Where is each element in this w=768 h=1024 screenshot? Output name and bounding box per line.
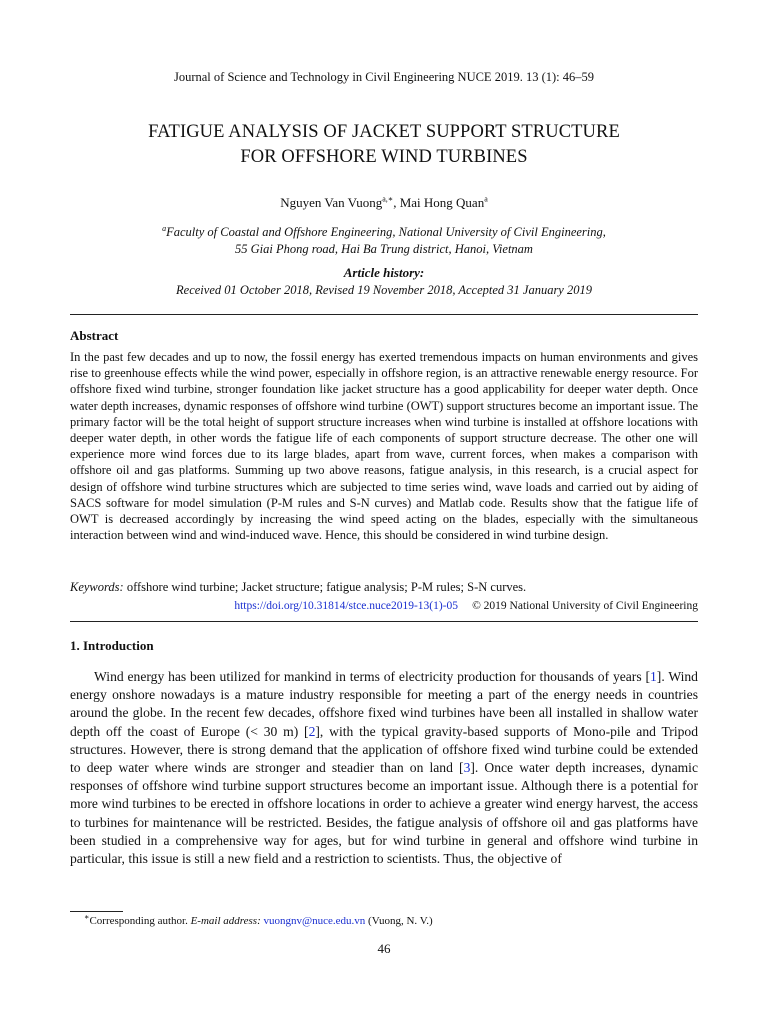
keywords-label: Keywords: [70, 580, 124, 594]
author-affiliation-mark: a,∗ [382, 194, 394, 204]
footnote-divider [70, 911, 123, 912]
citation-link[interactable]: 3 [463, 760, 471, 776]
abstract-heading: Abstract [70, 328, 119, 343]
affiliation-marker: a [162, 223, 167, 233]
author-separator: , [393, 195, 400, 210]
journal-header: Journal of Science and Technology in Civil Engineering NUCE 2019. 13 (1): 46–59 [173, 70, 594, 84]
doi-row [70, 600, 698, 612]
page-number: 46 [377, 941, 391, 956]
article-history-label: Article history: [343, 265, 425, 280]
copyright-notice: © 2019 National University of Civil Engineering [472, 600, 698, 612]
footnote-marker: ∗ [84, 912, 90, 922]
keywords-text: offshore wind turbine; Jacket structure; fatigue analysis; P-M rules; S-N curves. [123, 580, 527, 594]
citation-link[interactable]: 1 [650, 669, 657, 684]
author-affiliation-mark: a [484, 194, 488, 204]
author-list [70, 195, 698, 211]
doi-link[interactable]: https://doi.org/10.31814/stce.nuce2019-13(1)-05 [234, 600, 459, 612]
author-name: Nguyen Van Vuong [280, 195, 383, 210]
abstract-text: In the past few decades and up to now, the fossil energy has exerted tremendous impacts on human environments and gives rise to greenhouse effects while the wind power, especially in offshore region, is an attractive renewable energy resource. For offshore fixed wind turbine, stronger foundation like jacket structure has a good applicability for deeper water depth. Once water depth increases, dynamic responses of offshore wind turbine (OWT) support structures become an important issue. The primary factor will be the total height of support structure increases when wind turbine is installed at offshore locations with deeper water depth, in other words the fatigue life of each components of support structure decrease. The other one will experience more wind forces due to its large blades, apart from wave, current forces, when makes a comparison with offshore oil and gas platforms. Summing up two above reasons, fatigue analysis, in this research, is a crucial aspect for design of offshore wind turbine structures which are subjected to time series wind, wave loads and carried out by aiding of SACS software for model simulation (P-M rules and S-N curves) and Matlab code. Results show that the fatigue life of OWT is decreased accordingly by increasing the wind speed acting on the blades, especially with the simultaneous interaction between wind and wind-induced wave. Hence, this should be considered in wind turbine design. [70, 350, 698, 543]
affiliation [70, 224, 698, 258]
divider-top [70, 314, 698, 315]
author-name: Mai Hong Quan [399, 195, 485, 210]
section-heading-introduction: 1. Introduction [70, 638, 154, 653]
paper-title [70, 120, 698, 170]
citation-link[interactable]: 2 [308, 723, 316, 739]
affiliation-line-1: $^a$Faculty of Coastal and Offshore Engineering, National University of Civil Engineering, [162, 223, 606, 239]
affiliation-line-2: 55 Giai Phong road, Hai Ba Trung district, Hanoi, Vietnam [235, 242, 533, 256]
title-line-2: FOR OFFSHORE WIND TURBINES [240, 147, 528, 167]
email-label: E-mail address: [190, 915, 261, 927]
title-line-1: FATIGUE ANALYSIS OF JACKET SUPPORT STRUCTURE [148, 122, 620, 142]
introduction-paragraph: Wind energy has been utilized for mankind in terms of electricity production for thousands of years [1]. Wind energy onshore nowadays is a mature industry responsible for meeting a part of the energy needs in countries around the globe. In the recent few decades, offshore fixed wind turbines have been all installed in shallow water depth off the coast of Europe (< 30 m) [2], with the typical gravity-based supports of Mono-pile and Tripod structures. However, there is strong demand that the application of offshore fixed wind turbine could be extended to deep water where winds are stronger and steadier than on land [3]. Once water depth increases, dynamic responses of offshore wind turbine support structures become an important issue. Although there is a potential for more wind turbines to be erected in offshore locations in order to achieve a greater wind energy harvest, the access to turbines for maintenance will be restricted. Besides, the fatigue analysis of offshore oil and gas platforms have been studied in a comprehensive way for ages, but for wind turbine in general and offshore wind turbine in particular, this issue is still a new field and a restriction to scientists. Thus, the objective of [70, 669, 698, 867]
article-history-dates: Received 01 October 2018, Revised 19 November 2018, Accepted 31 January 2019 [176, 283, 592, 297]
keywords [70, 580, 698, 595]
divider-bottom [70, 621, 698, 622]
email-link[interactable]: vuongnv@nuce.edu.vn [260, 915, 366, 927]
footnote-corresponding-author: ∗Corresponding author. E-mail address: vuongnv@nuce.edu.vn (Vuong, N. V.) [84, 912, 433, 927]
